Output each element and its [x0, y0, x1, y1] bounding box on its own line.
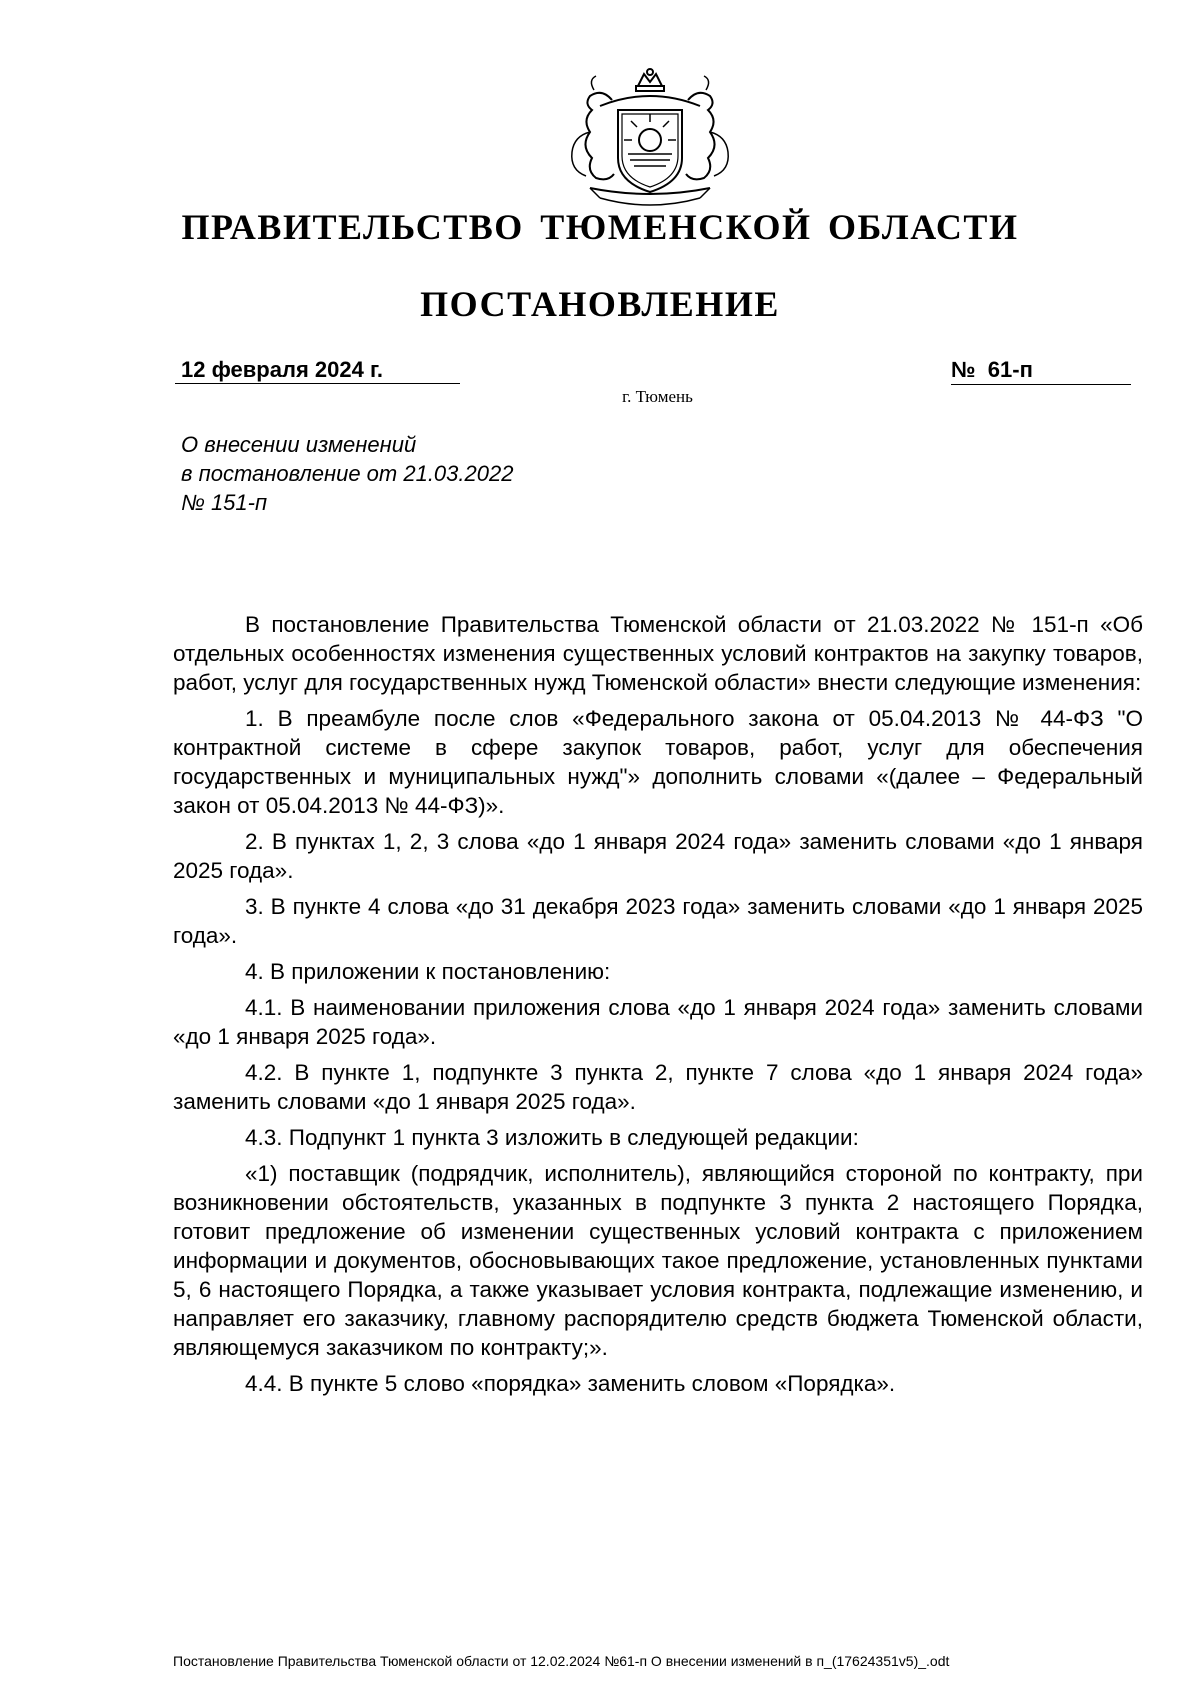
- document-type: ПОСТАНОВЛЕНИЕ: [420, 284, 780, 324]
- body-paragraph: 4.3. Подпункт 1 пункта 3 изложить в следующей редакции:: [245, 1125, 859, 1150]
- body-paragraph: 2. В пунктах 1, 2, 3 слова «до 1 января 2024 года» заменить словами «до 1 января 2025 года».: [173, 829, 1143, 883]
- number-sign: №: [951, 357, 976, 382]
- body-paragraph: 4. В приложении к постановлению:: [245, 959, 611, 984]
- organization-title: ПРАВИТЕЛЬСТВО ТЮМЕНСКОЙ ОБЛАСТИ: [181, 207, 1019, 247]
- body-paragraph: 4.4. В пункте 5 слово «порядка» заменить словом «Порядка».: [245, 1371, 896, 1396]
- body-paragraph: «1) поставщик (подрядчик, исполнитель), являющийся стороной по контракту, при возникновении обстоятельств, указанных в подпункте 3 пункта 2 настоящего Порядка, готовит предложение об изменении существенных условий контракта с приложением информации и документов, обосновывающих такое предложение, установленных пунктами 5, 6 настоящего Порядка, а также указывает условия контракта, подлежащие изменению, и направляет его заказчику, главному распорядителю средств бюджета Тюменской области, являющемуся заказчиком по контракту;».: [173, 1161, 1143, 1360]
- subject-line: О внесении изменений: [181, 432, 417, 457]
- body-paragraph: 3. В пункте 4 слова «до 31 декабря 2023 года» заменить словами «до 1 января 2025 года».: [173, 894, 1143, 948]
- body-paragraph: 1. В преамбуле после слов «Федерального закона от 05.04.2013 № 44-ФЗ "О контрактной системе в сфере закупок товаров, работ, услуг для обеспечения государственных и муниципальных нужд"» дополнить словами «(далее – Федеральный закон от 05.04.2013 № 44-ФЗ)».: [173, 706, 1143, 818]
- document-body: [173, 610, 1143, 1405]
- subject-line: № 151-п: [181, 490, 268, 515]
- city: г. Тюмень: [622, 387, 693, 406]
- subject-line: в постановление от 21.03.2022: [181, 461, 514, 486]
- page-footer: Постановление Правительства Тюменской области от 12.02.2024 №61-п О внесении изменений в п_(17624351v5)_.odt: [173, 1653, 950, 1669]
- document-subject: [181, 430, 741, 517]
- document-number-field: [951, 356, 1131, 385]
- body-paragraph: 4.2. В пункте 1, подпункте 3 пункта 2, пункте 7 слова «до 1 января 2024 года» заменить словами «до 1 января 2025 года».: [173, 1060, 1143, 1114]
- body-paragraph: 4.1. В наименовании приложения слова «до 1 января 2024 года» заменить словами «до 1 января 2025 года».: [173, 995, 1143, 1049]
- document-date: 12 февраля 2024 г.: [175, 356, 460, 384]
- tyumen-oblast-coat-of-arms-icon: [560, 66, 740, 214]
- body-paragraph: В постановление Правительства Тюменской области от 21.03.2022 № 151-п «Об отдельных особенностях изменения существенных условий контрактов на закупку товаров, работ, услуг для государственных нужд Тюменской области» внести следующие изменения:: [173, 612, 1143, 695]
- document-number: 61-п: [987, 357, 1033, 382]
